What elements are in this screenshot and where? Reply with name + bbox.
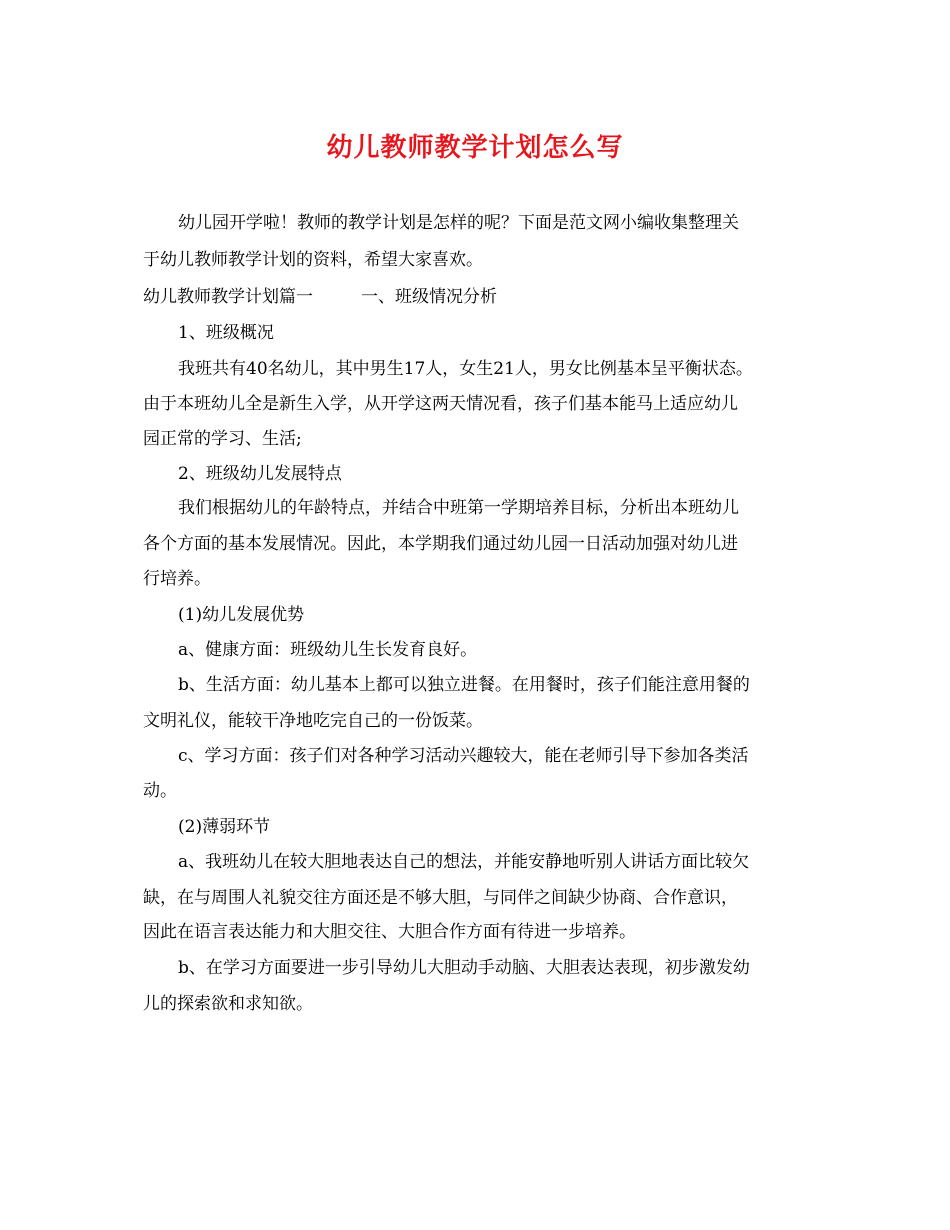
document-title: 幼儿教师教学计划怎么写 — [326, 133, 624, 163]
paragraph-line: 动。 — [143, 781, 177, 801]
subsection-heading: 一、班级情况分析 — [361, 287, 497, 307]
paragraph-line: 儿的探索欲和求知欲。 — [143, 994, 313, 1014]
section-heading-line — [143, 285, 497, 309]
paragraph-line: c、学习方面：孩子们对各种学习活动兴趣较大，能在老师引导下参加各类活 — [178, 746, 749, 766]
paragraph-line: 园正常的学习、生活; — [143, 429, 302, 449]
paragraph-line: 我班共有40名幼儿，其中男生17人，女生21人，男女比例基本呈平衡状态。 — [178, 359, 753, 379]
paragraph-line: b、在学习方面要进一步引导幼儿大胆动手动脑、大胆表达表现，初步激发幼 — [178, 958, 750, 978]
paragraph-line: b、生活方面：幼儿基本上都可以独立进餐。在用餐时，孩子们能注意用餐的 — [178, 675, 750, 695]
paragraph-line: a、健康方面：班级幼儿生长发育良好。 — [178, 640, 478, 660]
paragraph-line: 因此在语言表达能力和大胆交往、大胆合作方面有待进一步培养。 — [143, 922, 636, 942]
paragraph-line: 缺，在与周围人礼貌交往方面还是不够大胆，与同伴之间缺少协商、合作意识， — [143, 888, 738, 908]
paragraph-line: 幼儿园开学啦！教师的教学计划是怎样的呢？下面是范文网小编收集整理关 — [178, 213, 739, 233]
section-heading: 幼儿教师教学计划篇一 — [143, 287, 313, 307]
paragraph-line: 由于本班幼儿全是新生入学，从开学这两天情况看，孩子们基本能马上适应幼儿 — [143, 394, 738, 414]
paragraph-line: 于幼儿教师教学计划的资料，希望大家喜欢。 — [143, 250, 483, 270]
paragraph-line: a、我班幼儿在较大胆地表达自己的想法，并能安静地听别人讲话方面比较欠 — [178, 852, 750, 872]
paragraph-line: 我们根据幼儿的年龄特点，并结合中班第一学期培养目标，分析出本班幼儿 — [178, 498, 739, 518]
paragraph-line: (1)幼儿发展优势 — [178, 605, 305, 625]
paragraph-line: 文明礼仪，能较干净地吃完自己的一份饭菜。 — [143, 711, 483, 731]
paragraph-line: (2)薄弱环节 — [178, 817, 271, 837]
paragraph-line: 行培养。 — [143, 569, 211, 589]
paragraph-line: 各个方面的基本发展情况。因此，本学期我们通过幼儿园一日活动加强对幼儿进 — [143, 534, 738, 554]
paragraph-line: 1、班级概况 — [178, 323, 274, 343]
paragraph-line: 2、班级幼儿发展特点 — [178, 464, 342, 484]
